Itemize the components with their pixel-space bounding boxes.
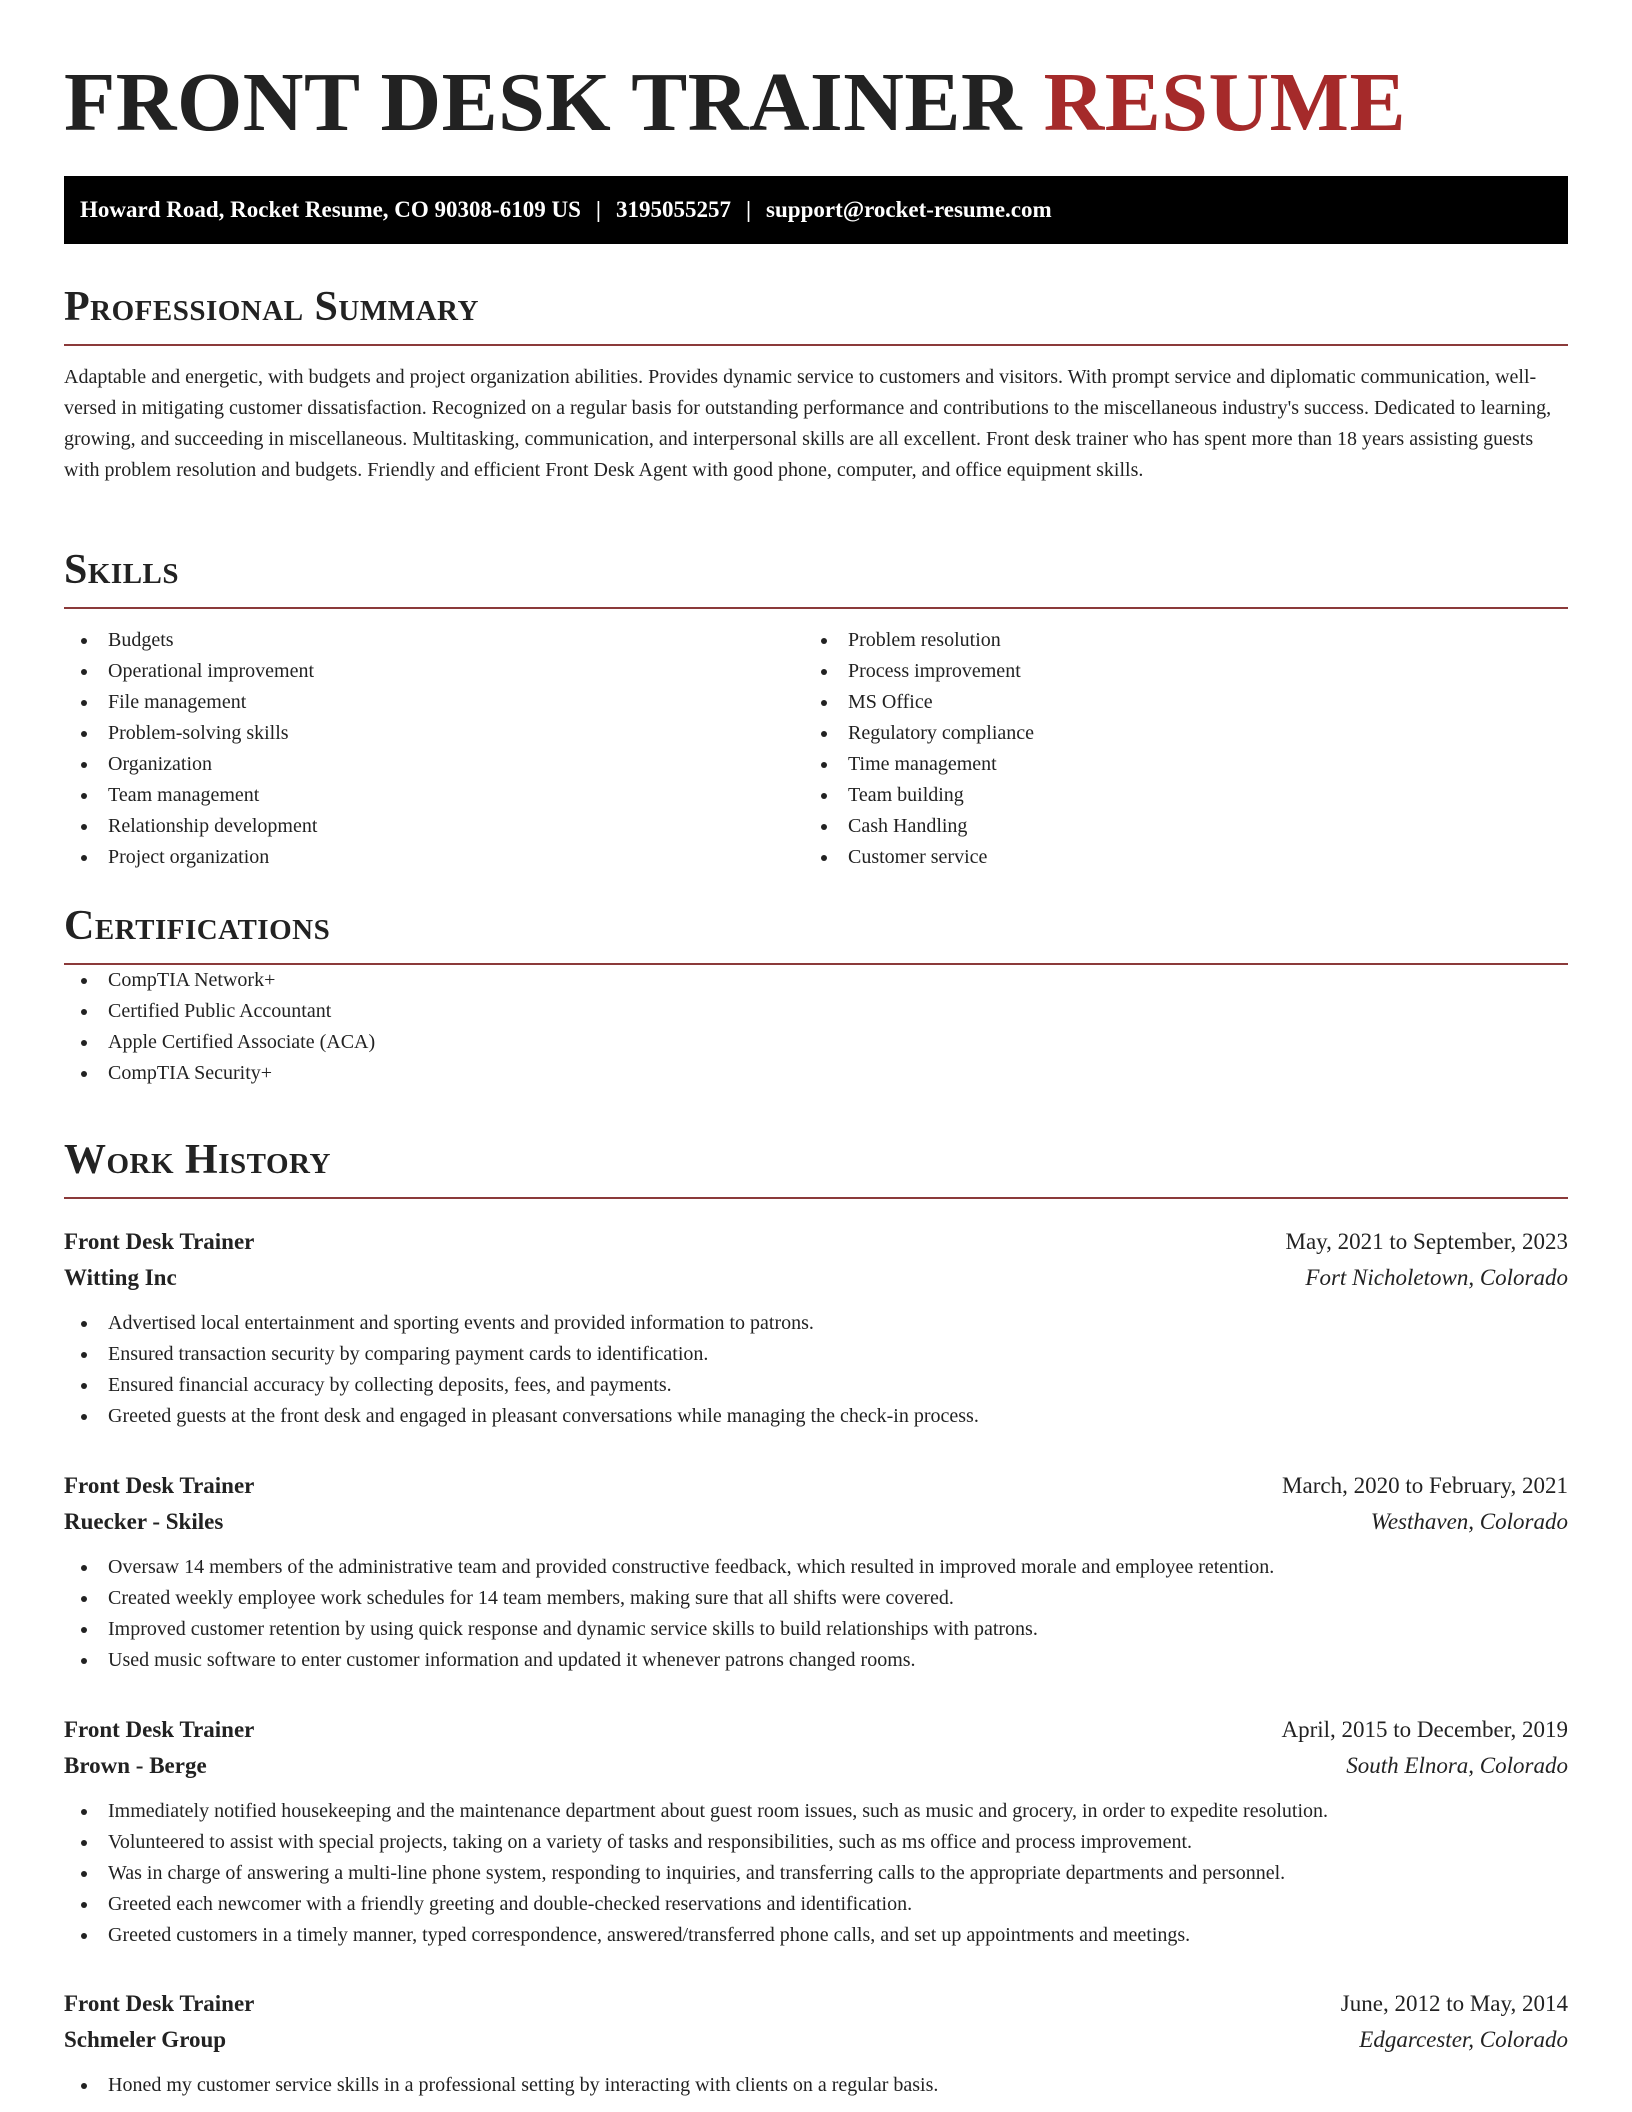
section-heading-work-history: Work History bbox=[64, 1135, 1568, 1199]
skill-item: Organization bbox=[64, 749, 804, 780]
job-dates: May, 2021 to September, 2023 bbox=[1285, 1229, 1568, 1254]
job-bullets bbox=[64, 2070, 1568, 2101]
job-title: Front Desk Trainer bbox=[64, 1473, 255, 1498]
skill-item: File management bbox=[64, 687, 804, 718]
contact-phone: 3195055257 bbox=[615, 197, 731, 222]
job-dates: April, 2015 to December, 2019 bbox=[1281, 1717, 1568, 1742]
contact-bar bbox=[64, 176, 1568, 244]
job-location: Fort Nicholetown, Colorado bbox=[1305, 1265, 1568, 1290]
contact-address: Howard Road, Rocket Resume, CO 90308-6109 US bbox=[80, 197, 581, 222]
job-bullet: Immediately notified housekeeping and the maintenance department about guest room issues, such as music and grocery, in order to expedite resolution. bbox=[64, 1796, 1568, 1827]
skill-item: Team building bbox=[804, 780, 1544, 811]
job-bullets bbox=[64, 1796, 1568, 1951]
skill-item: Operational improvement bbox=[64, 656, 804, 687]
skill-item: Customer service bbox=[804, 842, 1544, 873]
skill-item: Regulatory compliance bbox=[804, 718, 1544, 749]
skill-item: Process improvement bbox=[804, 656, 1544, 687]
job-bullet: Honed my customer service skills in a professional setting by interacting with clients on a regular basis. bbox=[64, 2070, 1568, 2101]
contact-separator: | bbox=[745, 197, 752, 222]
job-header-row bbox=[64, 1986, 1568, 2022]
job-company: Witting Inc bbox=[64, 1265, 177, 1290]
certification-item: Apple Certified Associate (ACA) bbox=[64, 1027, 1568, 1058]
summary-text: Adaptable and energetic, with budgets and project organization abilities. Provides dynamic service to customers and visitors. With prompt service and diplomatic communication, well-versed in mitigating customer dissatisfaction. Recognized on a regular basis for outstanding performance and contributions to the miscellaneous industry's success. Dedicated to learning, growing, and succeeding in miscellaneous. Multitasking, communication, and interpersonal skills are all excellent. Front desk trainer who has spent more than 18 years assisting guests with problem resolution and budgets. Friendly and efficient Front Desk Agent with good phone, computer, and office equipment skills. bbox=[64, 366, 1552, 481]
certification-item: Certified Public Accountant bbox=[64, 996, 1568, 1027]
job-dates: June, 2012 to May, 2014 bbox=[1340, 1991, 1568, 2016]
job-bullets bbox=[64, 1552, 1568, 1676]
skill-item: Budgets bbox=[64, 625, 804, 656]
skill-item: Project organization bbox=[64, 842, 804, 873]
work-history-section bbox=[64, 1135, 1568, 1199]
job-bullet: Improved customer retention by using quick response and dynamic service skills to build relationships with patrons. bbox=[64, 1614, 1568, 1645]
skill-item: MS Office bbox=[804, 687, 1544, 718]
certifications-list bbox=[64, 965, 1568, 1089]
job-dates: March, 2020 to February, 2021 bbox=[1282, 1473, 1568, 1498]
job-title: Front Desk Trainer bbox=[64, 1991, 255, 2016]
job-bullet: Greeted customers in a timely manner, typed correspondence, answered/transferred phone calls, and set up appointments and meetings. bbox=[64, 1920, 1568, 1951]
job-entry bbox=[64, 1468, 1568, 1676]
skill-item: Relationship development bbox=[64, 811, 804, 842]
job-title: Front Desk Trainer bbox=[64, 1717, 255, 1742]
job-location: Edgarcester, Colorado bbox=[1359, 2027, 1568, 2052]
job-bullet: Volunteered to assist with special projects, taking on a variety of tasks and responsibilities, such as ms office and process improvement. bbox=[64, 1827, 1568, 1858]
job-company-row bbox=[64, 2022, 1568, 2058]
job-company: Ruecker - Skiles bbox=[64, 1509, 224, 1534]
job-bullet: Ensured transaction security by comparing payment cards to identification. bbox=[64, 1339, 1568, 1370]
job-location: South Elnora, Colorado bbox=[1346, 1753, 1568, 1778]
job-company: Schmeler Group bbox=[64, 2027, 227, 2052]
job-entry bbox=[64, 1712, 1568, 1951]
job-bullet: Used music software to enter customer information and updated it whenever patrons changed rooms. bbox=[64, 1645, 1568, 1676]
job-bullet: Oversaw 14 members of the administrative team and provided constructive feedback, which resulted in improved morale and employee retention. bbox=[64, 1552, 1568, 1583]
skills-list-right bbox=[804, 625, 1544, 873]
job-title: Front Desk Trainer bbox=[64, 1229, 255, 1254]
title-main: FRONT DESK TRAINER bbox=[64, 56, 1023, 149]
job-bullets bbox=[64, 1308, 1568, 1432]
certification-item: CompTIA Security+ bbox=[64, 1058, 1568, 1089]
job-bullet: Greeted each newcomer with a friendly greeting and double-checked reservations and identification. bbox=[64, 1889, 1568, 1920]
job-company-row bbox=[64, 1260, 1568, 1296]
certification-item: CompTIA Network+ bbox=[64, 965, 1568, 996]
section-heading-certifications: Certifications bbox=[64, 901, 1568, 965]
job-bullet: Ensured financial accuracy by collecting deposits, fees, and payments. bbox=[64, 1370, 1568, 1401]
skills-grid bbox=[64, 625, 1568, 873]
section-heading-summary: Professional Summary bbox=[64, 282, 1568, 346]
job-bullet: Created weekly employee work schedules for 14 team members, making sure that all shifts were covered. bbox=[64, 1583, 1568, 1614]
contact-email: support@rocket-resume.com bbox=[766, 197, 1052, 222]
job-entry bbox=[64, 1224, 1568, 1432]
job-entry bbox=[64, 1986, 1568, 2101]
section-heading-skills: Skills bbox=[64, 545, 1568, 609]
title-accent: RESUME bbox=[1043, 56, 1406, 149]
skills-list-left bbox=[64, 625, 804, 873]
skill-item: Problem-solving skills bbox=[64, 718, 804, 749]
skills-section bbox=[64, 545, 1568, 873]
job-company: Brown - Berge bbox=[64, 1753, 207, 1778]
job-company-row bbox=[64, 1504, 1568, 1540]
job-bullet: Was in charge of answering a multi-line phone system, responding to inquiries, and transferring calls to the appropriate departments and personnel. bbox=[64, 1858, 1568, 1889]
skill-item: Problem resolution bbox=[804, 625, 1544, 656]
skill-item: Time management bbox=[804, 749, 1544, 780]
job-location: Westhaven, Colorado bbox=[1370, 1509, 1568, 1534]
summary-section bbox=[64, 282, 1568, 486]
job-header-row bbox=[64, 1468, 1568, 1504]
skill-item: Team management bbox=[64, 780, 804, 811]
certifications-section bbox=[64, 901, 1568, 1089]
resume-title bbox=[64, 55, 1406, 151]
contact-separator: | bbox=[595, 197, 601, 222]
skill-item: Cash Handling bbox=[804, 811, 1544, 842]
job-bullet: Advertised local entertainment and sporting events and provided information to patrons. bbox=[64, 1308, 1568, 1339]
job-header-row bbox=[64, 1224, 1568, 1260]
job-bullet: Greeted guests at the front desk and engaged in pleasant conversations while managing the check-in process. bbox=[64, 1401, 1568, 1432]
job-company-row bbox=[64, 1748, 1568, 1784]
job-header-row bbox=[64, 1712, 1568, 1748]
